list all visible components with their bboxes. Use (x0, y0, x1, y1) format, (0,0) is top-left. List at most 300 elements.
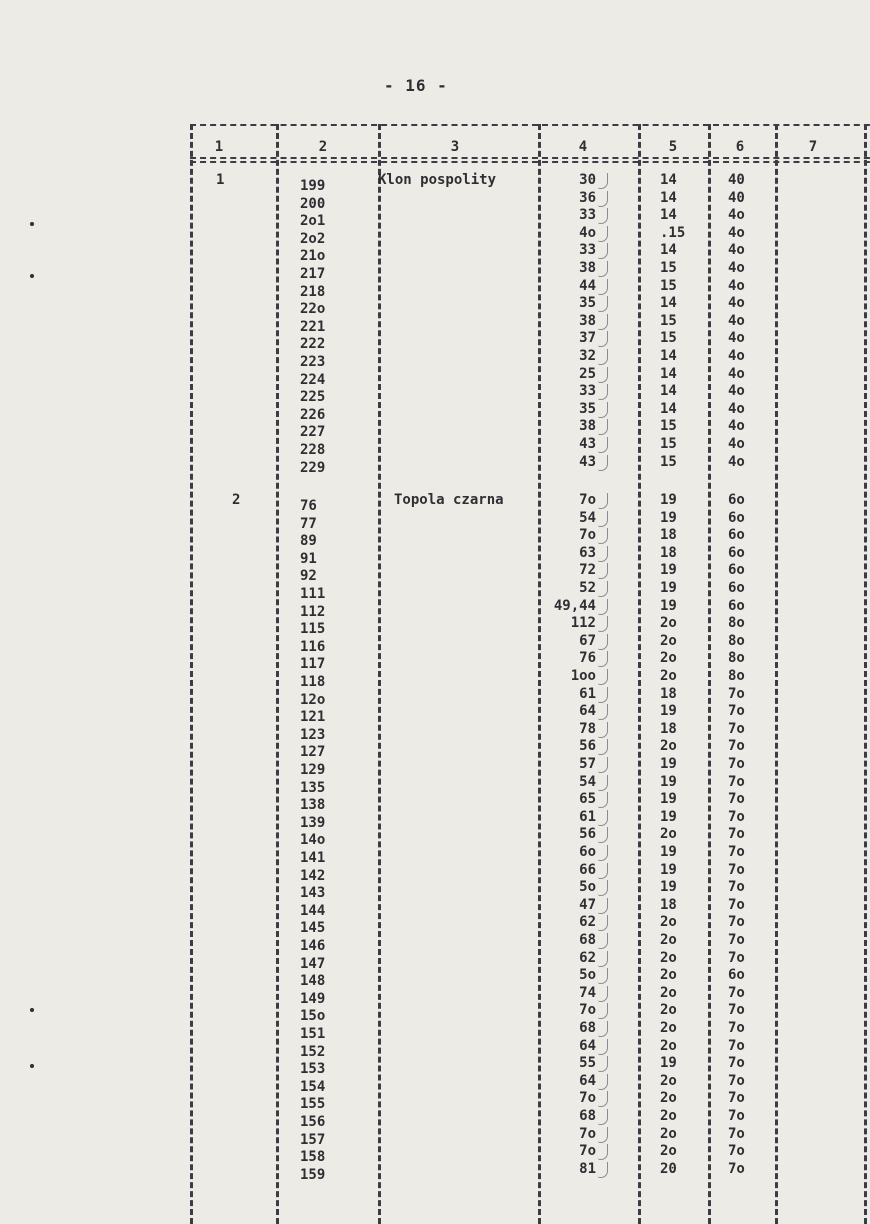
measure-col5: 19 (660, 808, 677, 825)
measure-col6: 6o (728, 967, 745, 984)
check-mark-icon (598, 208, 608, 224)
check-mark-icon (598, 314, 608, 330)
measure-col4: 62 (579, 914, 596, 931)
tree-number: 229 (300, 459, 326, 476)
measure-col5: 19 (660, 703, 677, 720)
measure-col4: 63 (579, 544, 596, 561)
measure-col6: 7o (728, 861, 745, 878)
check-mark-icon (598, 402, 608, 418)
measure-col4: 76 (579, 650, 596, 667)
measure-col6: 4o (728, 436, 745, 452)
group-number: 2 (232, 492, 241, 508)
measure-col4: 81 (579, 1160, 596, 1177)
measure-col4: 38 (579, 418, 596, 435)
check-mark-icon (598, 669, 608, 685)
measure-col4: 62 (579, 949, 596, 966)
measure-col6: 7o (728, 949, 745, 966)
tree-number: 146 (300, 938, 326, 954)
measure-col5: .15 (660, 224, 686, 241)
measure-col4: 7o (579, 492, 596, 508)
measure-col5: 19 (660, 509, 677, 526)
measure-col6: 7o (728, 879, 745, 896)
measure-col4: 72 (579, 562, 596, 579)
measure-col6: 7o (728, 984, 745, 1001)
measure-col6: 7o (728, 738, 745, 755)
tree-number: 223 (300, 354, 326, 370)
check-mark-icon (598, 1144, 608, 1160)
measure-col4: 43 (579, 436, 596, 452)
measure-col4: 33 (579, 383, 596, 400)
header-col-5: 5 (668, 139, 678, 155)
check-mark-icon (598, 968, 608, 984)
measure-col4: 7o (579, 1090, 596, 1107)
measure-col6: 8o (728, 632, 745, 649)
tree-number: 129 (300, 762, 326, 778)
check-mark-icon (598, 845, 608, 861)
header-col-3: 3 (450, 139, 460, 155)
tree-number: 145 (300, 920, 326, 937)
check-mark-icon (598, 455, 608, 471)
check-mark-icon (598, 261, 608, 277)
check-mark-icon (598, 528, 608, 544)
measure-col6: 7o (728, 1037, 745, 1054)
measure-col6: 4o (728, 418, 745, 435)
tree-number: 158 (300, 1149, 326, 1166)
check-mark-icon (598, 1074, 608, 1090)
measure-col5: 2o (660, 967, 677, 984)
measure-col6: 4o (728, 453, 745, 470)
measure-col5: 19 (660, 492, 677, 508)
check-mark-icon (598, 349, 608, 365)
measure-col5: 19 (660, 861, 677, 878)
tree-number: 228 (300, 442, 326, 458)
tree-number: 91 (300, 550, 317, 567)
check-mark-icon (598, 775, 608, 791)
measure-col6: 7o (728, 844, 745, 860)
tree-number: 224 (300, 371, 326, 388)
measure-col5: 14 (660, 207, 677, 224)
measure-col5: 15 (660, 277, 677, 294)
tree-number: 12o (300, 691, 326, 708)
tree-number: 15o (300, 1008, 326, 1025)
tree-number: 217 (300, 266, 326, 282)
check-mark-icon (598, 792, 608, 808)
measure-col5: 15 (660, 330, 677, 347)
tree-number: 139 (300, 814, 326, 831)
measure-col6: 7o (728, 791, 745, 808)
measure-col5: 18 (660, 544, 677, 561)
measure-col5: 19 (660, 1055, 677, 1072)
check-mark-icon (598, 651, 608, 667)
header-separator-double (190, 161, 870, 163)
margin-mark (30, 222, 34, 226)
check-mark-icon (598, 419, 608, 435)
measure-col5: 2o (660, 1072, 677, 1089)
tree-number: 226 (300, 406, 326, 423)
species-name: Topola czarna (394, 492, 504, 508)
check-mark-icon (598, 687, 608, 703)
check-mark-icon (598, 1091, 608, 1107)
measure-col6: 7o (728, 720, 745, 737)
measure-col6: 4o (728, 242, 745, 259)
check-mark-icon (598, 863, 608, 879)
measure-col4: 7o (579, 1125, 596, 1142)
column-divider (708, 124, 711, 1224)
page-number: - 16 - (384, 76, 448, 95)
measure-col4: 30 (579, 172, 596, 188)
measure-col5: 14 (660, 295, 677, 312)
measure-col6: 4o (728, 207, 745, 224)
measure-col5: 14 (660, 348, 677, 364)
measure-col5: 19 (660, 844, 677, 860)
measure-col4: 57 (579, 756, 596, 772)
check-mark-icon (598, 563, 608, 579)
check-mark-icon (598, 331, 608, 347)
measure-col4: 5o (579, 967, 596, 984)
measure-col5: 2o (660, 615, 677, 632)
measure-col5: 15 (660, 260, 677, 276)
check-mark-icon (598, 367, 608, 383)
tree-number: 156 (300, 1114, 326, 1130)
measure-col5: 19 (660, 773, 677, 790)
measure-col5: 2o (660, 650, 677, 667)
measure-col4: 38 (579, 260, 596, 276)
measure-col6: 6o (728, 597, 745, 614)
check-mark-icon (598, 1021, 608, 1037)
tree-number: 77 (300, 515, 317, 532)
measure-col5: 2o (660, 984, 677, 1001)
tree-number: 152 (300, 1043, 326, 1060)
header-col-4: 4 (578, 139, 588, 155)
measure-col4: 64 (579, 703, 596, 720)
check-mark-icon (598, 739, 608, 755)
check-mark-icon (598, 634, 608, 650)
measure-col6: 7o (728, 685, 745, 702)
measure-col4: 35 (579, 400, 596, 417)
measure-col4: 56 (579, 738, 596, 755)
measure-col5: 18 (660, 685, 677, 702)
measure-col6: 7o (728, 896, 745, 913)
measure-col6: 4o (728, 400, 745, 417)
check-mark-icon (598, 1127, 608, 1143)
tree-number: 143 (300, 885, 326, 902)
measure-col6: 8o (728, 668, 745, 684)
tree-number: 221 (300, 318, 326, 335)
measure-col6: 7o (728, 1090, 745, 1107)
tree-number: 92 (300, 568, 317, 585)
measure-col4: 7o (579, 527, 596, 544)
measure-col4: 35 (579, 295, 596, 312)
tree-number: 116 (300, 638, 326, 655)
measure-col4: 49,44 (553, 597, 596, 614)
measure-col4: 37 (579, 330, 596, 347)
measure-col4: 66 (579, 861, 596, 878)
check-mark-icon (598, 933, 608, 949)
tree-number: 222 (300, 336, 326, 353)
measure-col4: 32 (579, 348, 596, 364)
measure-col5: 15 (660, 418, 677, 435)
measure-col6: 7o (728, 1125, 745, 1142)
measure-col6: 7o (728, 1002, 745, 1019)
measure-col4: 1oo (570, 668, 596, 684)
measure-col4: 74 (579, 984, 596, 1001)
measure-col4: 4o (579, 224, 596, 241)
measure-col4: 67 (579, 632, 596, 649)
tree-number: 153 (300, 1061, 326, 1078)
measure-col5: 14 (660, 383, 677, 400)
check-mark-icon (598, 986, 608, 1002)
check-mark-icon (598, 599, 608, 615)
measure-col4: 68 (579, 1108, 596, 1124)
measure-col6: 4o (728, 383, 745, 400)
measure-col5: 14 (660, 365, 677, 382)
measure-col5: 20 (660, 1160, 677, 1177)
tree-number: 227 (300, 424, 326, 441)
check-mark-icon (598, 1162, 608, 1178)
check-mark-icon (598, 581, 608, 597)
tree-number: 142 (300, 867, 326, 884)
tree-number: 117 (300, 656, 326, 673)
measure-col5: 19 (660, 879, 677, 896)
measure-col5: 15 (660, 436, 677, 452)
measure-col5: 14 (660, 189, 677, 206)
check-mark-icon (598, 616, 608, 632)
check-mark-icon (598, 173, 608, 189)
margin-mark (30, 1008, 34, 1012)
measure-col6: 7o (728, 808, 745, 825)
measure-col6: 7o (728, 914, 745, 931)
check-mark-icon (598, 1109, 608, 1125)
measure-col6: 7o (728, 756, 745, 772)
tree-number: 14o (300, 832, 326, 849)
measure-col6: 7o (728, 1108, 745, 1124)
tree-number: 21o (300, 248, 326, 265)
measure-col6: 7o (728, 1072, 745, 1089)
column-divider (378, 124, 381, 1224)
measure-col6: 40 (728, 189, 745, 206)
measure-col4: 52 (579, 580, 596, 596)
check-mark-icon (598, 898, 608, 914)
measure-col5: 15 (660, 453, 677, 470)
measure-col6: 4o (728, 295, 745, 312)
measure-col6: 6o (728, 527, 745, 544)
check-mark-icon (598, 437, 608, 453)
measure-col6: 7o (728, 1143, 745, 1160)
tree-number: 22o (300, 301, 326, 318)
check-mark-icon (598, 757, 608, 773)
measure-col4: 64 (579, 1037, 596, 1054)
check-mark-icon (598, 493, 608, 509)
tree-number: 2o1 (300, 213, 326, 230)
measure-col5: 2o (660, 738, 677, 755)
measure-col5: 18 (660, 896, 677, 913)
measure-col4: 68 (579, 1020, 596, 1036)
measure-col6: 7o (728, 773, 745, 790)
check-mark-icon (598, 704, 608, 720)
tree-number: 138 (300, 797, 326, 814)
measure-col6: 6o (728, 562, 745, 579)
measure-col4: 44 (579, 277, 596, 294)
measure-col4: 61 (579, 808, 596, 825)
measure-col6: 7o (728, 932, 745, 948)
measure-col4: 7o (579, 1143, 596, 1160)
measure-col4: 33 (579, 242, 596, 259)
check-mark-icon (598, 1039, 608, 1055)
tree-number: 200 (300, 195, 326, 212)
tree-number: 199 (300, 178, 326, 194)
tree-number: 218 (300, 283, 326, 300)
tree-number: 115 (300, 621, 326, 638)
check-mark-icon (598, 546, 608, 562)
measure-col6: 6o (728, 544, 745, 561)
tree-number: 149 (300, 990, 326, 1007)
tree-number: 144 (300, 902, 326, 919)
measure-col4: 47 (579, 896, 596, 913)
measure-col5: 2o (660, 1108, 677, 1124)
measure-col5: 14 (660, 242, 677, 259)
measure-col6: 7o (728, 826, 745, 843)
measure-col5: 2o (660, 949, 677, 966)
measure-col5: 2o (660, 1037, 677, 1054)
measure-col5: 2o (660, 826, 677, 843)
measure-col5: 18 (660, 720, 677, 737)
measure-col4: 25 (579, 365, 596, 382)
measure-col5: 2o (660, 1020, 677, 1036)
check-mark-icon (598, 915, 608, 931)
column-divider (638, 124, 641, 1224)
measure-col5: 14 (660, 172, 677, 188)
measure-col4: 64 (579, 1072, 596, 1089)
measure-col5: 2o (660, 668, 677, 684)
tree-number: 141 (300, 850, 326, 866)
check-mark-icon (598, 279, 608, 295)
header-separator (190, 157, 870, 159)
measure-col5: 2o (660, 914, 677, 931)
measure-col6: 4o (728, 260, 745, 276)
measure-col6: 4o (728, 224, 745, 241)
column-divider (190, 124, 193, 1224)
tree-number: 2o2 (300, 230, 326, 247)
check-mark-icon (598, 1056, 608, 1072)
measure-col4: 54 (579, 773, 596, 790)
measure-col6: 4o (728, 330, 745, 347)
check-mark-icon (598, 810, 608, 826)
check-mark-icon (598, 722, 608, 738)
tree-number: 148 (300, 973, 326, 990)
measure-col5: 2o (660, 1143, 677, 1160)
tree-number: 159 (300, 1166, 326, 1183)
measure-col4: 36 (579, 189, 596, 206)
measure-col5: 19 (660, 580, 677, 596)
header-col-1: 1 (214, 139, 224, 155)
measure-col4: 55 (579, 1055, 596, 1072)
tree-number: 127 (300, 744, 326, 761)
measure-col5: 2o (660, 1125, 677, 1142)
measure-col5: 19 (660, 597, 677, 614)
check-mark-icon (598, 226, 608, 242)
measure-col6: 7o (728, 1055, 745, 1072)
measure-col5: 2o (660, 1002, 677, 1019)
measure-col6: 6o (728, 492, 745, 508)
measure-col5: 2o (660, 932, 677, 948)
header-col-7: 7 (808, 139, 818, 155)
group-number: 1 (216, 172, 225, 188)
margin-mark (30, 1064, 34, 1068)
tree-number: 111 (300, 586, 326, 602)
species-name: Klon pospolity (378, 172, 497, 188)
measure-col5: 15 (660, 312, 677, 329)
check-mark-icon (598, 880, 608, 896)
measure-col4: 33 (579, 207, 596, 224)
measure-col5: 2o (660, 1090, 677, 1107)
tree-number: 135 (300, 779, 326, 796)
measure-col6: 4o (728, 348, 745, 364)
measure-col6: 6o (728, 509, 745, 526)
measure-col6: 7o (728, 1160, 745, 1177)
measure-col6: 4o (728, 277, 745, 294)
check-mark-icon (598, 243, 608, 259)
measure-col6: 8o (728, 650, 745, 667)
tree-number: 76 (300, 498, 317, 514)
tree-number: 157 (300, 1131, 326, 1148)
measure-col5: 18 (660, 527, 677, 544)
tree-number: 121 (300, 709, 326, 726)
check-mark-icon (598, 1003, 608, 1019)
measure-col6: 8o (728, 615, 745, 632)
measure-col4: 54 (579, 509, 596, 526)
table-top-border (190, 124, 870, 126)
measure-col6: 7o (728, 703, 745, 720)
check-mark-icon (598, 296, 608, 312)
tree-number: 123 (300, 726, 326, 743)
column-divider (864, 124, 867, 1224)
measure-col6: 6o (728, 580, 745, 596)
measure-col5: 19 (660, 791, 677, 808)
data-table (190, 124, 870, 1224)
header-col-2: 2 (318, 139, 328, 155)
measure-col4: 7o (579, 1002, 596, 1019)
check-mark-icon (598, 827, 608, 843)
tree-number: 89 (300, 533, 317, 550)
tree-number: 154 (300, 1078, 326, 1095)
measure-col4: 68 (579, 932, 596, 948)
measure-col4: 78 (579, 720, 596, 737)
measure-col5: 19 (660, 756, 677, 772)
measure-col6: 7o (728, 1020, 745, 1036)
measure-col4: 65 (579, 791, 596, 808)
measure-col4: 38 (579, 312, 596, 329)
check-mark-icon (598, 511, 608, 527)
tree-number: 112 (300, 603, 326, 620)
column-divider (276, 124, 279, 1224)
margin-mark (30, 274, 34, 278)
tree-number: 118 (300, 674, 326, 690)
measure-col4: 43 (579, 453, 596, 470)
measure-col5: 14 (660, 400, 677, 417)
measure-col4: 6o (579, 844, 596, 860)
column-divider (775, 124, 778, 1224)
check-mark-icon (598, 951, 608, 967)
measure-col6: 4o (728, 365, 745, 382)
measure-col4: 5o (579, 879, 596, 896)
measure-col4: 56 (579, 826, 596, 843)
tree-number: 225 (300, 389, 326, 406)
tree-number: 151 (300, 1026, 326, 1042)
measure-col5: 19 (660, 562, 677, 579)
tree-number: 155 (300, 1096, 326, 1113)
tree-number: 147 (300, 955, 326, 972)
measure-col6: 40 (728, 172, 745, 188)
